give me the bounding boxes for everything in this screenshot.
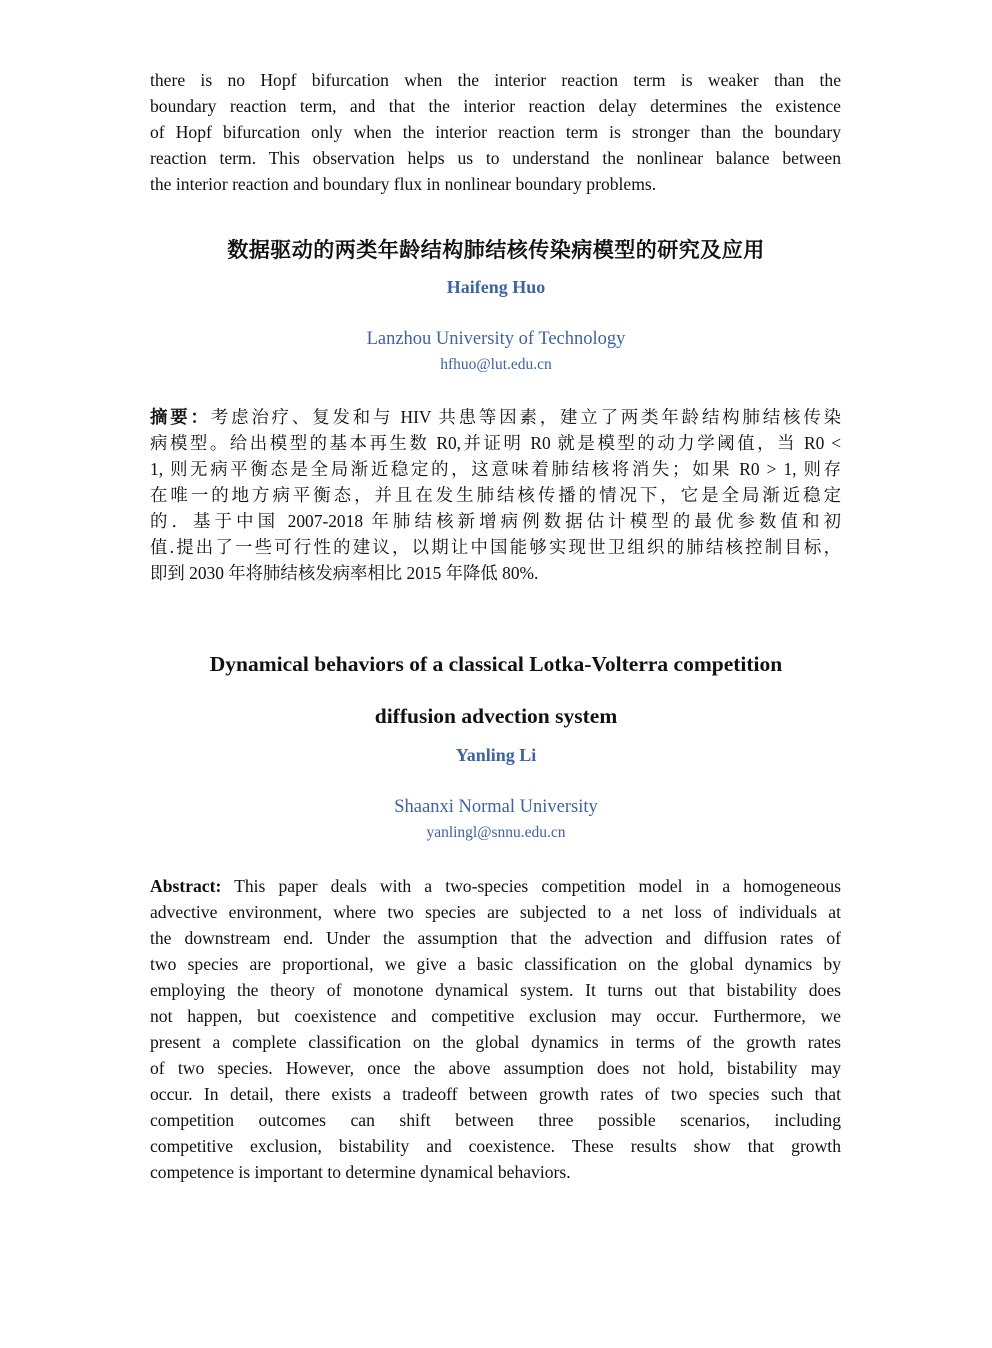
abstract-line: 的．基于中国 2007-2018 年肺结核新增病例数据估计模型的最优参数值和初: [150, 511, 841, 531]
paragraph-line: the interior reaction and boundary flux in nonlinear boundary problems.: [150, 174, 657, 194]
abstract-line: advective environment, where two species are subjected to a net loss of individuals at: [150, 902, 841, 922]
abstract-line: 即到 2030 年将肺结核发病率相比 2015 年降低 80%.: [150, 563, 539, 583]
paper1-title: 数据驱动的两类年龄结构肺结核传染病模型的研究及应用: [227, 238, 765, 262]
abstract-line: 1, 则无病平衡态是全局渐近稳定的，这意味着肺结核将消失；如果 R0 > 1, 则存: [150, 459, 841, 479]
abstract-line: competence is important to determine dynamical behaviors.: [150, 1162, 571, 1182]
abstract-line: 摘要：考虑治疗、复发和与 HIV 共患等因素，建立了两类年龄结构肺结核传染: [150, 407, 841, 427]
paper2-abstract: [150, 873, 841, 1185]
abstract-line: 病模型。给出模型的基本再生数 R0,并证明 R0 就是模型的动力学阈值，当 R0 <: [150, 433, 841, 453]
abstract-line: 在唯一的地方病平衡态，并且在发生肺结核传播的情况下，它是全局渐近稳定: [150, 485, 841, 505]
abstract-line: employing the theory of monotone dynamical system. It turns out that bistability does: [150, 980, 841, 1000]
abstract-line: two species are proportional, we give a basic classification on the global dynamics by: [150, 954, 841, 974]
paper2-email[interactable]: yanlingl@snnu.edu.cn: [426, 824, 566, 841]
top-paragraph: [150, 67, 841, 197]
abstract-line: 值.提出了一些可行性的建议，以期让中国能够实现世卫组织的肺结核控制目标，: [150, 537, 841, 557]
paragraph-line: reaction term. This observation helps us to understand the nonlinear balance between: [150, 148, 841, 168]
paper2-affiliation: Shaanxi Normal University: [394, 797, 598, 817]
abstract-label: Abstract:: [150, 876, 222, 896]
abstract-line: not happen, but coexistence and competitive exclusion may occur. Furthermore, we: [150, 1006, 841, 1026]
paragraph-line: of Hopf bifurcation only when the interior reaction term is stronger than the boundary: [150, 122, 841, 142]
abstract-line: present a complete classification on the global dynamics in terms of the growth rates: [150, 1032, 841, 1052]
abstract-line: of two species. However, once the above assumption does not hold, bistability may: [150, 1058, 841, 1078]
paragraph-line: boundary reaction term, and that the interior reaction delay determines the existence: [150, 96, 841, 116]
paragraph-line: there is no Hopf bifurcation when the interior reaction term is weaker than the: [150, 70, 841, 90]
paper1-author: Haifeng Huo: [446, 277, 546, 297]
abstract-line: competition outcomes can shift between three possible scenarios, including: [150, 1110, 841, 1130]
abstract-line: the downstream end. Under the assumption that the advection and diffusion rates of: [150, 928, 841, 948]
paper2-title-line2: diffusion advection system: [374, 704, 618, 728]
paper2-author: Yanling Li: [455, 745, 537, 765]
paper2-title-line1: Dynamical behaviors of a classical Lotka-Volterra competition: [209, 652, 783, 676]
abstract-label: 摘要：: [150, 407, 211, 427]
abstract-line: competitive exclusion, bistability and coexistence. These results show that growth: [150, 1136, 841, 1156]
paper1-affiliation: Lanzhou University of Technology: [366, 329, 626, 349]
paper1-abstract: [150, 404, 841, 586]
abstract-line: Abstract: This paper deals with a two-species competition model in a homogeneous: [150, 876, 841, 896]
paper1-email[interactable]: hfhuo@lut.edu.cn: [440, 356, 552, 373]
abstract-line: occur. In detail, there exists a tradeoff between growth rates of two species such that: [150, 1084, 841, 1104]
